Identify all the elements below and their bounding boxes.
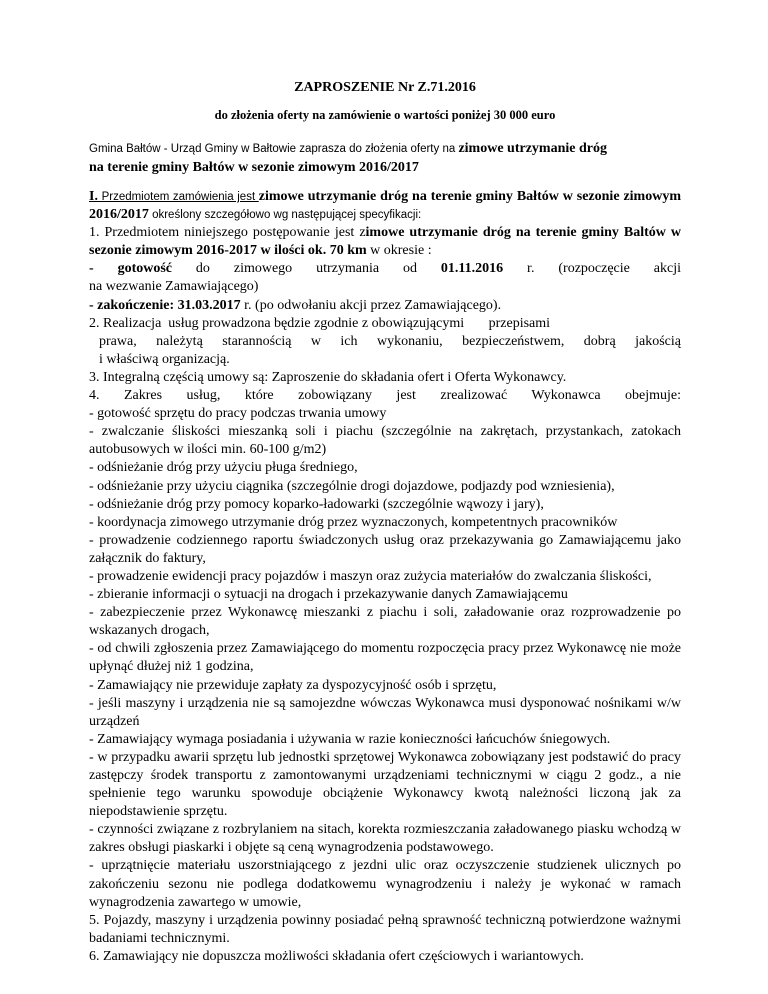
- item-5: 5. Pojazdy, maszyny i urządzenia powinny posiadać pełną sprawność techniczną potwierdzone ważnymi badaniami technicznymi.: [89, 912, 681, 946]
- intro-bold-subject-cont: na terenie gminy Bałtów w sezonie zimowym 2016/2017: [89, 160, 419, 175]
- document-subtitle: do złożenia oferty na zamówienie o wartości poniżej 30 000 euro: [214, 108, 556, 122]
- scope-item: - zbieranie informacji o sytuacji na drogach i przekazywanie danych Zamawiającemu: [89, 587, 568, 603]
- item-2-line-1: 2. Realizacja usług prowadzona będzie zgodnie z obowiązującymi przepisami: [89, 315, 551, 331]
- scope-item: - w przypadku awarii sprzętu lub jednostki sprzętowej Wykonawca zobowiązany jest podstawić do pracy zastępczy środek transportu z zamontowanymi urządzeniami technicznymi w ciągu 2 godz., a nie spełnienie tego warunku spowoduje obciążenie Wykonawcy kwotą należności liczoną jak za niepodstawienie sprzętu.: [89, 749, 681, 820]
- section-1: [89, 188, 681, 224]
- section-subject: zimowe utrzymanie dróg na terenie gminy Bałtów w sezonie zimowym 2016/2017: [89, 189, 681, 223]
- document-body: [89, 188, 681, 966]
- zakonczenie-text: r. (po odwołaniu akcji przez Zamawiającego).: [240, 297, 502, 313]
- scope-item: - zabezpieczenie przez Wykonawcę mieszanki z piachu i soli, załadowanie oraz rozprowadzenie po wskazanych drogach,: [89, 605, 681, 639]
- scope-item: - zwalczanie śliskości mieszanką soli i piachu (szczególnie na zakrętach, przystankach, zatokach autobusowych w ilości min. 60-100 g/m2): [89, 424, 681, 458]
- item-2-line-3: i właściwą organizacją.: [99, 351, 230, 367]
- scope-item: - koordynacja zimowego utrzymanie dróg przez wyznaczonych, kompetentnych pracowników: [89, 514, 618, 530]
- scope-item: - prowadzenie ewidencji pracy pojazdów i maszyn oraz zużycia materiałów do zwalczania śliskości,: [89, 568, 652, 584]
- scope-item: - Zamawiający wymaga posiadania i używania w razie konieczności łańcuchów śniegowych.: [89, 731, 611, 747]
- zakonczenie-line: [89, 297, 681, 315]
- item-1-tail: w okresie :: [366, 243, 432, 259]
- document-title: ZAPROSZENIE Nr Z.71.2016: [294, 80, 476, 95]
- intro-text: Gmina Bałtów - Urząd Gminy w Bałtowie zaprasza do złożenia oferty na: [89, 143, 459, 155]
- section-lead: Przedmiotem zamówienia jest: [97, 191, 259, 203]
- scope-item: - odśnieżanie dróg przy użyciu pługa średniego,: [89, 460, 358, 476]
- scope-item: - jeśli maszyny i urządzenia nie są samojezdne wówczas Wykonawca musi dysponować nośnikami w/w urządzeń: [89, 695, 681, 729]
- zakonczenie-label: - zakończenie: [89, 297, 170, 313]
- item-6: 6. Zamawiający nie dopuszcza możliwości składania ofert częściowych i wariantowych.: [89, 948, 584, 964]
- scope-item: - czynności związane z rozbrylaniem na sitach, korekta rozmieszczania załadowanego piasku wchodzą w zakres obsługi piaskarki i objęte są ceną wynagrodzenia podstawowego.: [89, 822, 681, 856]
- zakonczenie-date: : 31.03.2017: [169, 297, 241, 313]
- gotowosc-text-2: r. (rozpoczęcie akcji: [503, 261, 681, 277]
- gotowosc-text: do zimowego utrzymania od: [172, 261, 441, 277]
- scope-item: - prowadzenie codziennego raportu świadczonych usług oraz przekazywania go Zamawiającemu jako załącznik do faktury,: [89, 532, 681, 566]
- item-2-line-2: prawa, należytą starannością w ich wykonaniu, bezpieczeństwem, dobrą jakością: [99, 333, 681, 349]
- gotowosc-line: [89, 260, 681, 278]
- item-3: 3. Integralną częścią umowy są: Zaproszenie do składania ofert i Oferta Wykonawcy.: [89, 369, 567, 385]
- gotowosc-line-2: na wezwanie Zamawiającego): [89, 279, 259, 295]
- item-1: [89, 224, 681, 260]
- intro-paragraph: [89, 139, 681, 177]
- scope-item: - Zamawiający nie przewiduje zapłaty za dyspozycyjność osób i sprzętu,: [89, 677, 497, 693]
- item-1-bold: imowe utrzymanie dróg na terenie gminy Baltów w sezonie zimowym 2016-2017 w ilości ok. 70 km: [89, 225, 681, 259]
- scope-item: - odśnieżanie dróg przy pomocy koparko-ładowarki (szczególnie wąwozy i jary),: [89, 496, 544, 512]
- section-tail: określony szczegółowo wg następującej specyfikacji:: [148, 209, 422, 222]
- item-1-text: 1. Przedmiotem niniejszego postępowanie jest z: [89, 225, 366, 241]
- section-numeral: I.: [89, 189, 98, 204]
- scope-item: - uprzątnięcie materiału uszorstniającego z jezdni ulic oraz oczyszczenie studzienek ulicznych po zakończeniu sezonu nie podlega dodatkowemu wynagrodzeniu i należy je wykonać w ramach wynagrodzenia zawartego w umowie,: [89, 858, 681, 910]
- scope-item: - gotowość sprzętu do pracy podczas trwania umowy: [89, 406, 387, 422]
- item-4: 4. Zakres usług, które zobowiązany jest zrealizować Wykonawca obejmuje:: [89, 388, 681, 404]
- gotowosc-date: 01.11.2016: [440, 261, 504, 277]
- intro-bold-subject: zimowe utrzymanie dróg: [458, 141, 607, 156]
- scope-item: - odśnieżanie przy użyciu ciągnika (szczególnie drogi dojazdowe, podjazdy pod wzniesienia),: [89, 478, 615, 494]
- gotowosc-label: - gotowość: [89, 261, 173, 277]
- scope-item: - od chwili zgłoszenia przez Zamawiającego do momentu rozpoczęcia pracy przez Wykonawcę nie może upłynąć dłużej niż 1 godzina,: [89, 641, 681, 675]
